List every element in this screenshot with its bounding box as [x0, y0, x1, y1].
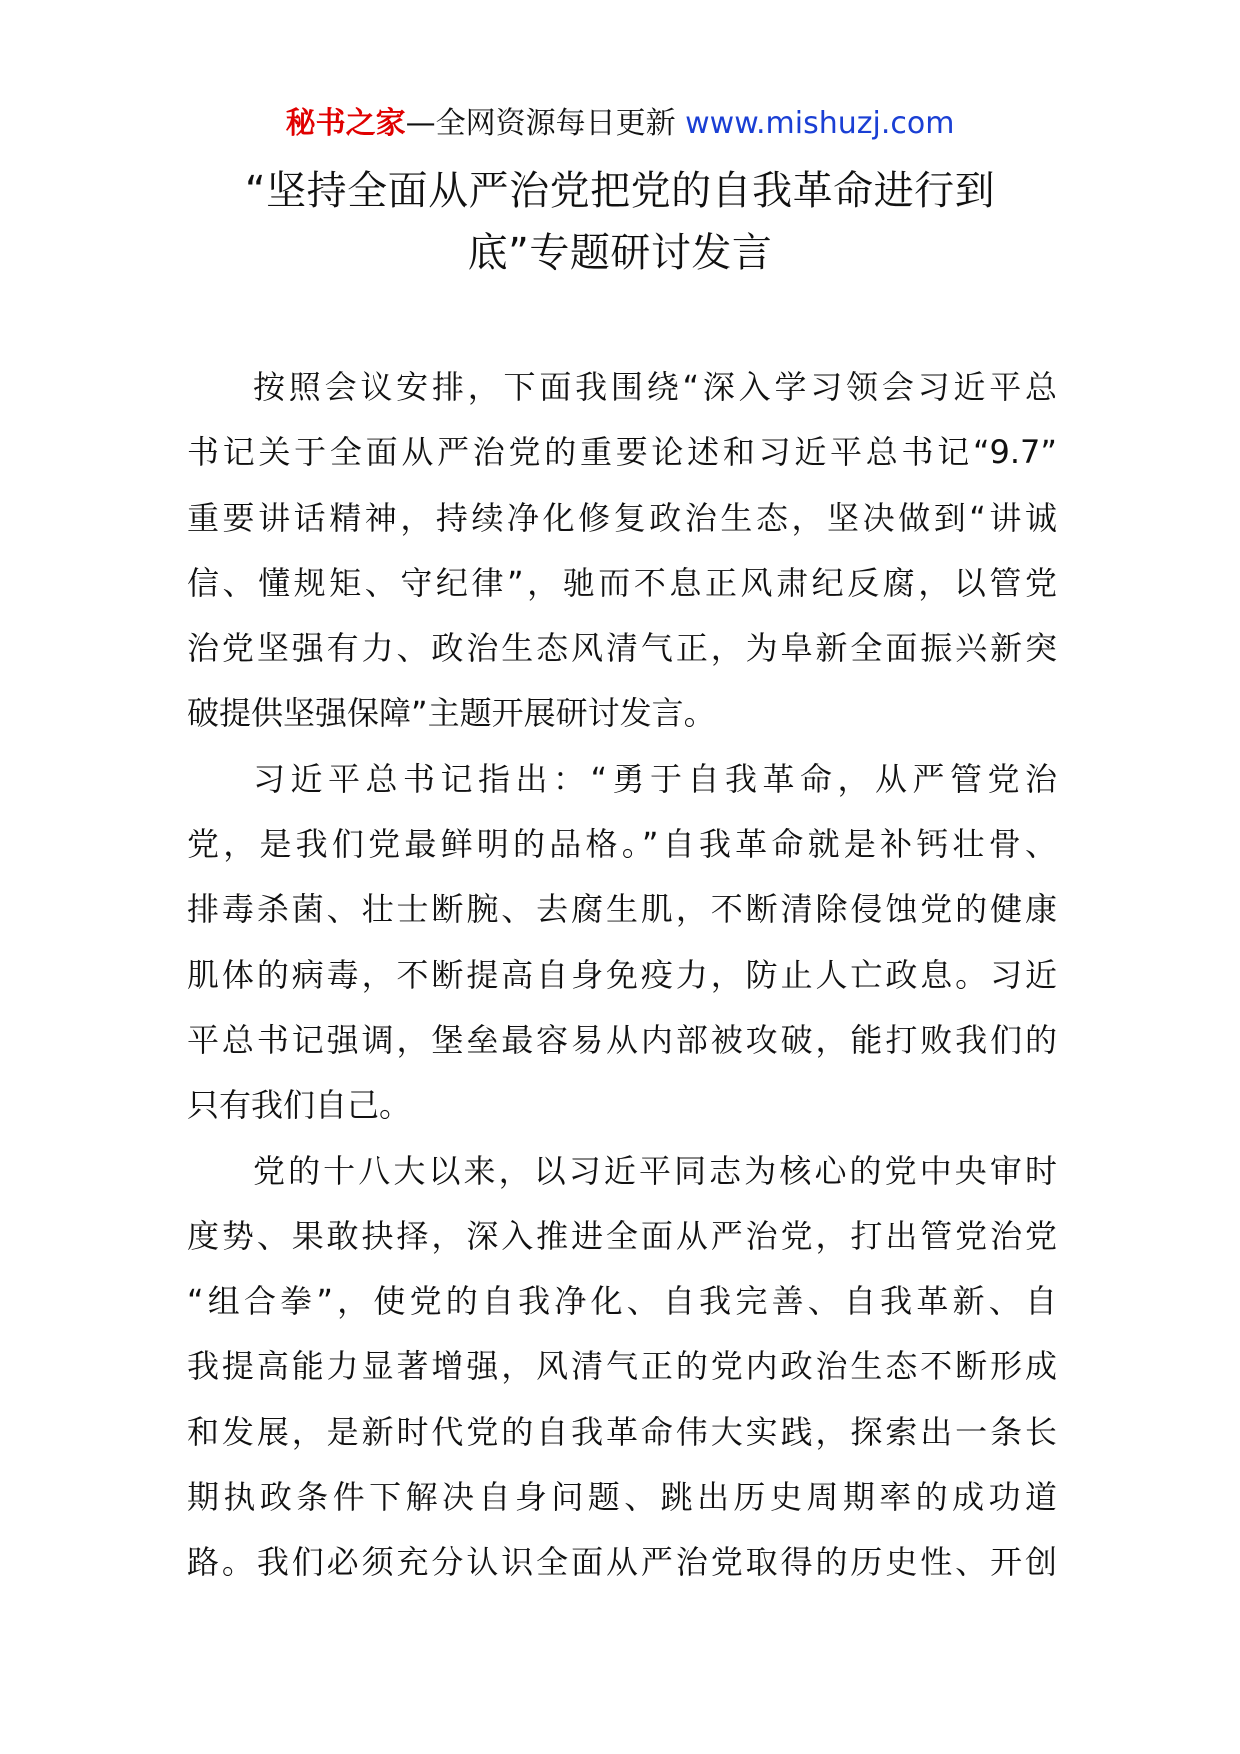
header-tagline: —全网资源每日更新 [405, 106, 676, 141]
text-line: 党的十八大以来，以习近平同志为核心的党中央审时 [253, 1151, 1057, 1190]
paragraph-2 [187, 747, 1057, 1139]
paragraph-1 [187, 355, 1057, 747]
text-line: 治党坚强有力、政治生态风清气正，为阜新全面振兴新突 [187, 629, 1057, 668]
text-line: 党，是我们党最鲜明的品格。”自我革命就是补钙壮骨、 [187, 825, 1057, 864]
text-line: 书记关于全面从严治党的重要论述和习近平总书记“9.7” [187, 433, 1057, 472]
text-line: 信、懂规矩、守纪律”，驰而不息正风肃纪反腐，以管党 [187, 563, 1057, 602]
text-line: 只有我们自己。 [187, 1086, 412, 1125]
text-line: “组合拳”，使党的自我净化、自我完善、自我革新、自 [187, 1282, 1057, 1321]
title-line-2: 底”专题研讨发言 [467, 230, 773, 276]
text-line: 习近平总书记指出：“勇于自我革命，从严管党治 [253, 759, 1057, 798]
text-line: 排毒杀菌、壮士断腕、去腐生肌，不断清除侵蚀党的健康 [187, 890, 1057, 929]
document-title [150, 160, 1090, 284]
brand-name: 秘书之家 [285, 106, 406, 141]
text-line: 度势、果敢抉择，深入推进全面从严治党，打出管党治党 [187, 1216, 1057, 1255]
text-line: 肌体的病毒，不断提高自身免疫力，防止人亡政息。习近 [187, 955, 1057, 994]
text-line: 我提高能力显著增强，风清气正的党内政治生态不断形成 [187, 1347, 1057, 1386]
text-line: 平总书记强调，堡垒最容易从内部被攻破，能打败我们的 [187, 1020, 1057, 1059]
text-line: 路。我们必须充分认识全面从严治党取得的历史性、开创 [187, 1543, 1057, 1582]
text-line: 破提供坚强保障”主题开展研讨发言。 [187, 694, 716, 733]
site-url-link[interactable]: www.mishuzj.com [685, 106, 955, 141]
text-line: 重要讲话精神，持续净化修复政治生态，坚决做到“讲诚 [187, 498, 1057, 537]
document-body [187, 355, 1057, 1596]
text-line: 期执政条件下解决自身问题、跳出历史周期率的成功道 [187, 1478, 1057, 1517]
paragraph-3 [187, 1139, 1057, 1596]
site-header [0, 98, 1240, 150]
text-line: 按照会议安排，下面我围绕“深入学习领会习近平总 [253, 368, 1057, 406]
title-line-1: “坚持全面从严治党把党的自我革命进行到 [244, 168, 996, 214]
text-line: 和发展，是新时代党的自我革命伟大实践，探索出一条长 [187, 1412, 1057, 1451]
